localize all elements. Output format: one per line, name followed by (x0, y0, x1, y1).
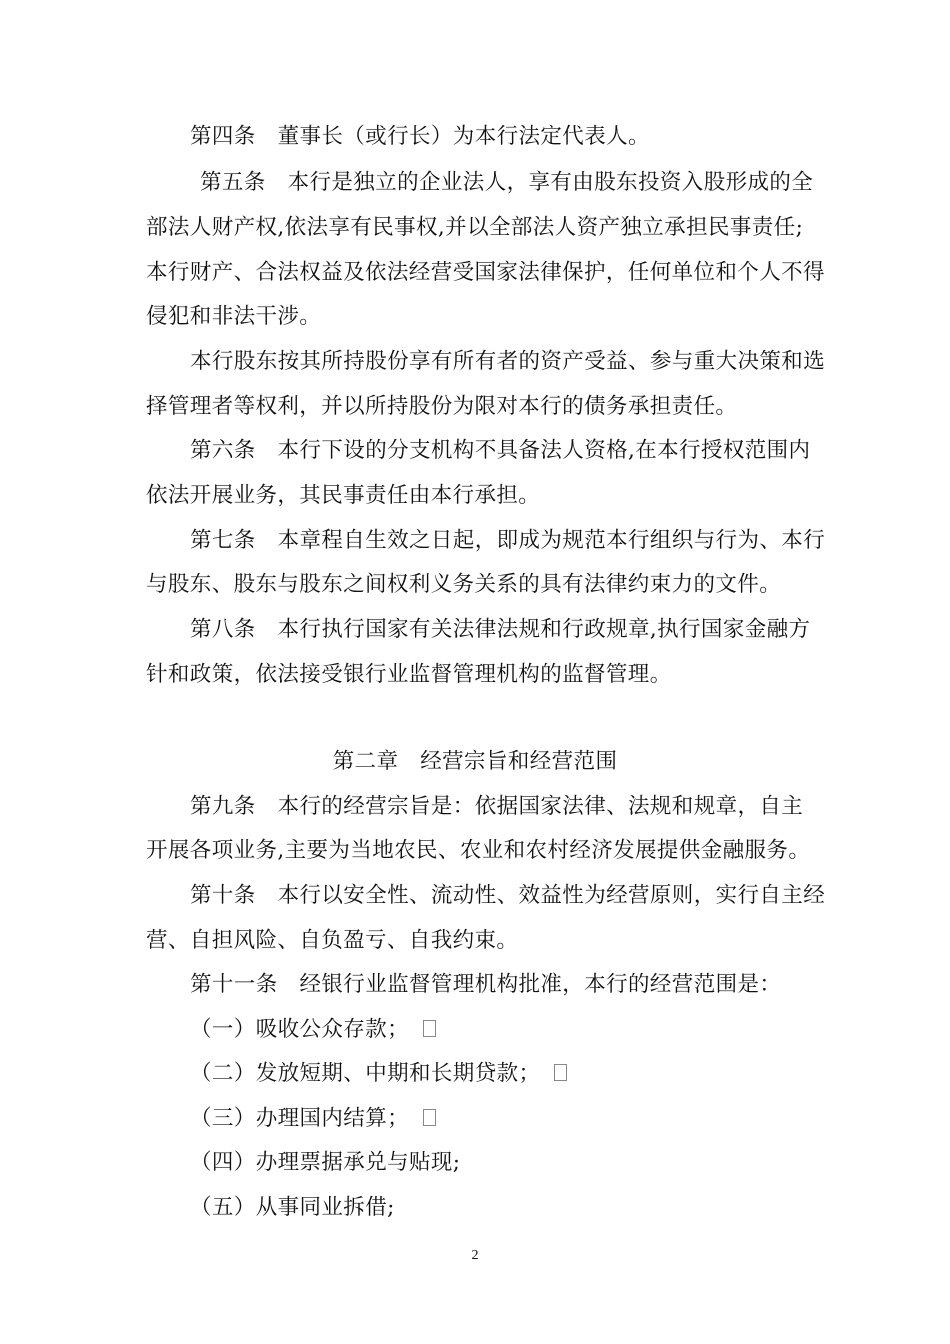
shareholder-para-line-1: 本行股东按其所持股份享有所有者的资产受益、参与重大决策和选 (190, 349, 826, 374)
article-5-line-4: 侵犯和非法干涉。 (146, 304, 322, 329)
article-5-line-3: 本行财产、合法权益及依法经营受国家法律保护，任何单位和个人不得 (146, 260, 825, 285)
article-8-line-2: 针和政策，依法接受银行业监督管理机构的监督管理。 (146, 662, 672, 687)
scope-item-1 (190, 1015, 850, 1045)
article-10-line-1: 第十条 本行以安全性、流动性、效益性为经营原则，实行自主经 (190, 883, 826, 908)
article-6-line-1: 第六条 本行下设的分支机构不具备法人资格,在本行授权范围内 (190, 438, 811, 463)
article-9-line-2: 开展各项业务,主要为当地农民、农业和农村经济发展提供金融服务。 (146, 838, 811, 863)
scope-item-4: （四）办理票据承兑与贴现; (190, 1150, 461, 1175)
article-7-line-2: 与股东、股东与股东之间权利义务关系的具有法律约束力的文件。 (146, 572, 782, 597)
article-5-line-2: 部法人财产权,依法享有民事权,并以全部法人资产独立承担民事责任; (146, 215, 804, 240)
article-5-line-1: 第五条 本行是独立的企业法人，享有由股东投资入股形成的全 (200, 170, 814, 195)
article-6-line-2: 依法开展业务，其民事责任由本行承担。 (146, 483, 541, 508)
scope-item-2 (190, 1059, 850, 1089)
scope-item-2-text: （二）发放短期、中期和长期贷款； (190, 1061, 541, 1086)
article-9-line-1: 第九条 本行的经营宗旨是：依据国家法律、法规和规章，自主 (190, 794, 804, 819)
placeholder-box-icon (554, 1064, 567, 1081)
article-11-line-1: 第十一条 经银行业监督管理机构批准，本行的经营范围是： (190, 972, 782, 997)
scope-item-3-text: （三）办理国内结算； (190, 1106, 410, 1131)
article-4: 第四条 董事长（或行长）为本行法定代表人。 (190, 124, 650, 149)
article-8-line-1: 第八条 本行执行国家有关法律法规和行政规章,执行国家金融方 (190, 617, 811, 642)
scope-item-3 (190, 1104, 850, 1134)
chapter-2-heading: 第二章 经营宗旨和经营范围 (332, 749, 618, 774)
article-10-line-2: 营、自担风险、自负盈亏、自我约束。 (146, 928, 519, 953)
scope-item-1-text: （一）吸收公众存款； (190, 1017, 410, 1042)
article-7-line-1: 第七条 本章程自生效之日起，即成为规范本行组织与行为、本行 (190, 528, 826, 553)
placeholder-box-icon (423, 1020, 436, 1037)
shareholder-para-line-2: 择管理者等权利，并以所持股份为限对本行的债务承担责任。 (146, 394, 738, 419)
scope-item-5: （五）从事同业拆借; (190, 1195, 395, 1220)
page-number: 2 (471, 1248, 479, 1263)
placeholder-box-icon (423, 1109, 436, 1126)
